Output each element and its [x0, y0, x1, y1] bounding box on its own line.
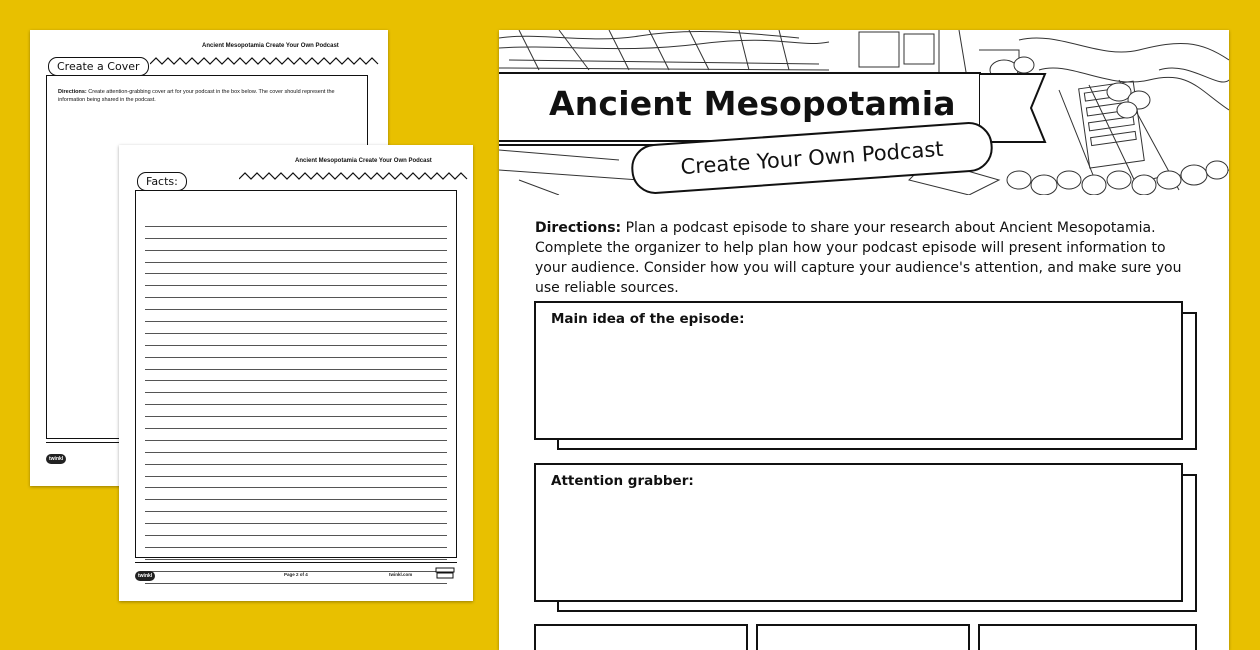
- attention-grabber-box[interactable]: [534, 463, 1183, 602]
- writing-lines: [145, 215, 447, 555]
- cover-directions: Directions: Create attention-grabbing cover art for your podcast in the box below. The cover should represent the information being shared in the podcast.: [58, 89, 335, 103]
- facts-tab: Facts:: [137, 172, 187, 191]
- sheet-header: Ancient Mesopotamia Create Your Own Podcast: [202, 43, 339, 49]
- facts-worksheet: [119, 145, 473, 601]
- directions-text: Directions: Plan a podcast episode to share your research about Ancient Mesopotamia. Complete the organizer to help plan how your podcast episode will present information to your audience. Consider how you will capture your audience's attention, and make sure you use reliable sources.: [535, 220, 1182, 296]
- bottom-box-1[interactable]: [534, 624, 748, 650]
- twinkl-logo: twinkl: [46, 454, 66, 464]
- page-number: Page 2 of 4: [284, 572, 308, 577]
- main-idea-box[interactable]: [534, 301, 1183, 440]
- books-icon: [435, 566, 455, 580]
- page-title: Ancient Mesopotamia: [549, 84, 956, 123]
- attention-grabber-label: Attention grabber:: [551, 473, 694, 489]
- podcast-planner-worksheet: [499, 30, 1229, 650]
- website-footer: twinkl.com: [389, 572, 413, 577]
- sheet-header: Ancient Mesopotamia Create Your Own Podcast: [295, 158, 432, 164]
- twinkl-logo: twinkl: [135, 571, 155, 581]
- create-cover-tab: Create a Cover: [48, 57, 149, 76]
- zigzag-border: [150, 54, 380, 68]
- bottom-box-3[interactable]: [978, 624, 1197, 650]
- page-subtitle: Create Your Own Podcast: [679, 136, 945, 180]
- zigzag-border: [239, 169, 469, 183]
- footer-divider: [135, 562, 457, 563]
- main-idea-label: Main idea of the episode:: [551, 311, 745, 327]
- bottom-box-2[interactable]: [756, 624, 970, 650]
